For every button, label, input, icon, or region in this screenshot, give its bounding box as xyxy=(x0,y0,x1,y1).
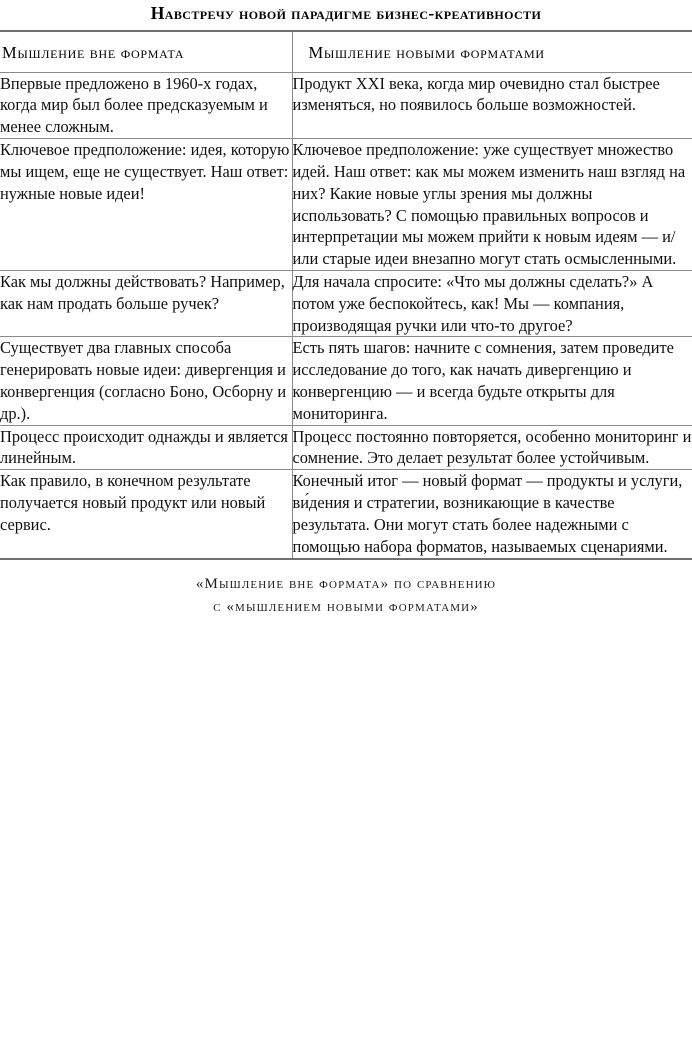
row-2-left-cell: Ключевое предположение: идея, которую мы ищем, еще не существует. Наш ответ: нужные новые идеи! xyxy=(0,139,292,271)
table-row xyxy=(0,425,692,470)
column-header-out-of-the-box: Мышление вне формата xyxy=(0,32,292,72)
table-row xyxy=(0,139,692,271)
row-4-right-cell: Есть пять шагов: начните с сомнения, затем проведите исследование до того, как начать дивергенцию и конвергенцию — и всегда будьте открыты для мониторинга. xyxy=(292,337,692,425)
caption-line-1: «Мышление вне формата» по сравнению xyxy=(195,575,497,592)
row-6-right-cell: Конечный итог — новый формат — продукты и услуги, ви́дения и стратегии, возникающие в качестве результата. Они могут стать более надежными с помощью набора форматов, называемых сценариями. xyxy=(292,470,692,558)
column-header-new-box: Мышление новыми форматами xyxy=(308,42,545,62)
table-row xyxy=(0,337,692,425)
table-row xyxy=(0,73,692,139)
row-4-left-cell: Существует два главных способа генерировать новые идеи: дивергенция и конвергенция (согласно Боно, Осборну и др.). xyxy=(0,337,292,425)
table-row xyxy=(0,270,692,336)
row-5-right-cell: Процесс постоянно повторяется, особенно мониторинг и сомнение. Это делает результат более устойчивым. xyxy=(292,425,692,470)
row-1-left-cell: Впервые предложено в 1960-х годах, когда мир был более предсказуемым и менее сложным. xyxy=(0,73,292,139)
caption-line-2: с «мышлением новыми форматами» xyxy=(213,598,479,615)
row-1-right-cell: Продукт XXI века, когда мир очевидно стал быстрее изменяться, но появилось больше возможностей. xyxy=(292,73,660,115)
row-6-left-cell: Как правило, в конечном результате получается новый продукт или новый сервис. xyxy=(0,470,292,558)
comparison-table xyxy=(0,32,692,558)
row-3-left-cell: Как мы должны действовать? Например, как нам продать больше ручек? xyxy=(0,270,292,336)
row-2-right-cell: Ключевое предположение: уже существует множество идей. Наш ответ: как мы можем изменить наш взгляд на них? Какие новые углы зрения мы должны использовать? С помощью правильных вопросов и интерпретации мы можем прийти к новым идеям — и/или старые идеи внезапно могут стать осмысленными. xyxy=(292,139,692,271)
row-3-right-cell: Для начала спросите: «Что мы должны сделать?» А потом уже беспокойтесь, как! Мы — компания, производящая ручки или что-то другое? xyxy=(292,270,692,336)
table-caption xyxy=(0,560,692,620)
table-row xyxy=(0,470,692,558)
table-header-row xyxy=(0,32,692,72)
page-title: Навстречу новой парадигме бизнес-креативности xyxy=(150,3,542,23)
row-5-left-cell: Процесс происходит однажды и является линейным. xyxy=(0,425,292,470)
